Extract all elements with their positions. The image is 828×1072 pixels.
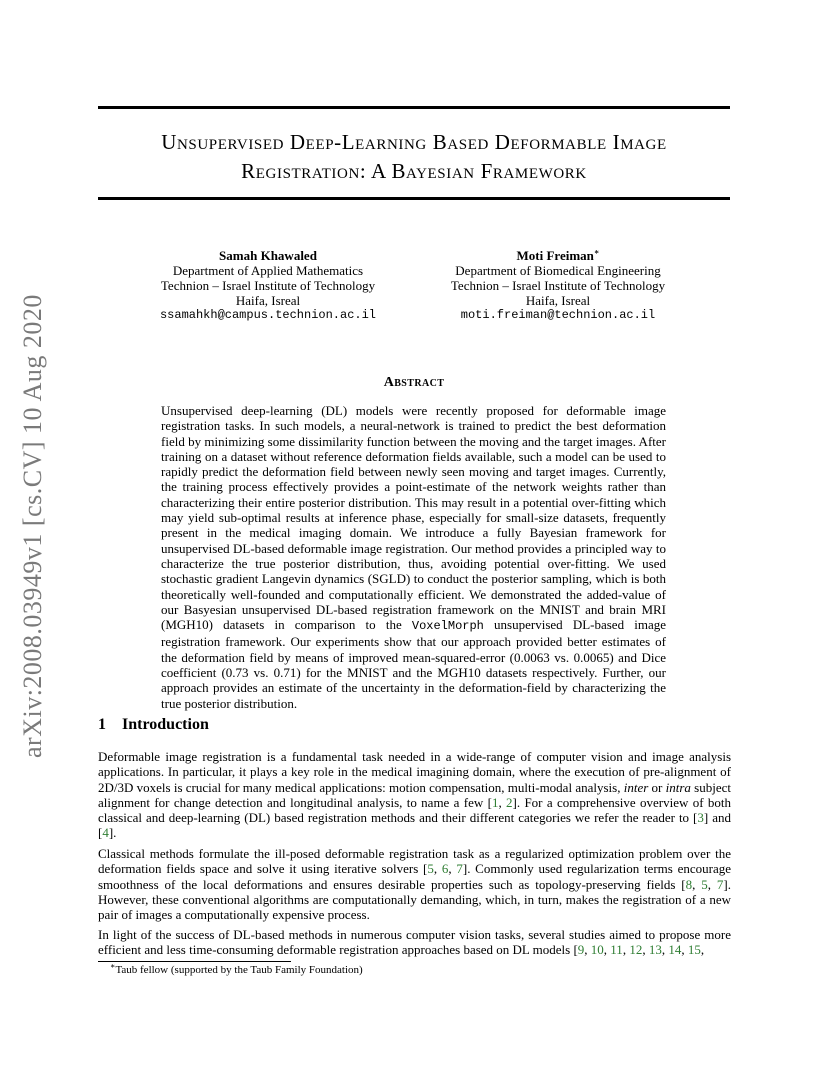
text-run: , [498,794,507,810]
title-line-1: Unsupervised Deep-Learning Based Deformable Image [161,130,667,154]
author-name-line [428,248,688,263]
author-department: Department of Applied Mathematics [172,263,364,278]
text-run: , [584,942,591,958]
author-name: Moti Freiman [516,248,594,263]
section-title: Introduction [122,716,209,733]
author-email[interactable]: ssamahkh@campus.technion.ac.il [159,308,377,322]
text-run: , [603,942,611,958]
abstract-part-1: Unsupervised deep-learning (DL) models were recently proposed for deformable image registration tasks. In such models, a neural-network is trained to predict the best deformation field by minimizing some dissimilarity function between the moving and the target images. After training on a dataset without reference deformation fields available, such a model can be used to rapidly predict the deformation field between newly seen moving and target images. Currently, the training process effectively provides a point-estimate of the network weights rather than characterizing their entire posterior distribution. This may result in a potential over-fitting which may yield sub-optimal results at inference phase, especially for small-size datasets, frequently present in the medical imaging domain. We introduce a fully Bayesian framework for unsupervised DL-based deformable image registration. Our method provides a principled way to characterize the true posterior distribution, thus, avoiding potential over-fitting. We used stochastic gradient Langevin dynamics (SGLD) to conduct the posterior sampling, which is both theoretically well-founded and computationally efficient. We demonstrated the added-value of our Basyesian unsupervised DL-based registration framework on the MNIST and brain MRI (MGH10) datasets in comparison to the [161,403,666,633]
footnote-text: Taub fellow (supported by the Taub Family Foundation) [115,964,363,976]
title-bottom-rule [98,197,730,200]
text-run: ]. For a comprehensive overview of both classical and deep-learning (DL) based registration methods and their different categories we refer the reader to [ [98,794,731,826]
author-location: Haifa, Isreal [235,293,301,308]
author-name: Samah Khawaled [219,248,317,263]
abstract-heading: Abstract [383,375,445,390]
title-line-2: Registration: A Bayesian Framework [241,159,587,183]
citation-link[interactable]: 2 [506,794,513,810]
text-run: ]. However, these conventional algorithms are computationally demanding, which, in turn, makes the registration of a new pair of images a computationally expensive process. [98,876,732,923]
text-run: , [700,942,705,958]
citation-link[interactable]: 5 [701,876,708,892]
author-institution: Technion – Israel Institute of Technology [160,278,376,293]
citation-link[interactable]: 4 [102,825,109,841]
author-email[interactable]: moti.freiman@technion.ac.il [460,308,656,322]
citation-link[interactable]: 5 [427,861,434,877]
footnote-mark: ∗ [110,961,116,971]
text-run: , [642,942,649,958]
text-run: subject alignment for change detection and longitudinal analysis, to name a few [ [98,779,731,810]
emphasis-intra: intra [665,779,691,795]
citation-link[interactable]: 1 [491,794,499,810]
text-run: ] and [ [98,810,731,841]
citation-link[interactable]: 7 [716,876,724,892]
intro-paragraph-1 [98,749,731,841]
text-run: , [622,942,630,958]
abstract-part-2: unsupervised DL-based image registration framework. Our experiments show that our approach provided better estimates of the deformation field by means of improved mean-squared-error (0.0063 vs. 0.0065) and Dice coefficient (0.73 vs. 0.71) for the MNIST and the MGH10 datasets respectively. Further, our approach provides an estimate of the uncertainty in the deformation-field by characterizing the true posterior distribution. [161,617,666,711]
author-footnote-mark: ∗ [593,247,600,257]
citation-link[interactable]: 8 [685,876,693,892]
citation-link[interactable]: 14 [668,942,682,958]
emphasis-inter: inter [623,779,649,795]
citation-link[interactable]: 6 [441,861,449,877]
voxelmorph-code: VoxelMorph [411,619,484,634]
section-number: 1 [98,716,106,733]
text-run: ]. Commonly used regularization terms encourage smoothness of the local deformations and ensures desirable properties such as topology-preserving fields [ [98,861,731,892]
author-block-2 [428,248,688,323]
paper-title [98,128,730,186]
text-run: ]. [108,825,117,841]
title-top-rule [98,106,730,109]
citation-link[interactable]: 12 [629,942,643,958]
citation-link[interactable]: 9 [577,942,585,958]
citation-link[interactable]: 13 [648,942,662,958]
citation-link[interactable]: 11 [610,942,623,958]
intro-paragraph-2 [98,846,731,922]
author-location: Haifa, Isreal [525,293,591,308]
footnote-rule [98,961,291,962]
footnote [110,961,363,977]
citation-link[interactable]: 3 [697,810,704,826]
text-run: or [648,779,666,795]
intro-paragraph-3 [98,927,731,958]
text-run: , [433,861,442,877]
author-block-1 [138,248,398,323]
text-run: , [692,876,702,892]
citation-link[interactable]: 7 [456,861,463,877]
text-run: , [448,861,457,877]
text-run: Deformable image registration is a fundamental task needed in a wide-range of computer vision and image analysis applications. In particular, it plays a key role in the medical imagining domain, where the execution of pre-alignment of 2D/3D voxels is crucial for many medical applications: motion compensation, multi-modal analysis, [98,749,731,795]
author-institution: Technion – Israel Institute of Technology [450,278,666,293]
author-department: Department of Biomedical Engineering [455,263,661,278]
text-run: In light of the success of DL-based methods in numerous computer vision tasks, several studies aimed to propose more efficient and less time-consuming deformable registration approaches based on DL models [ [98,927,731,958]
text-run: , [707,876,717,892]
text-run: Classical methods formulate the ill-posed deformable registration task as a regularized optimization problem over the deformation fields space and solve it using iterative solvers [ [98,846,731,877]
arxiv-side-identifier: arXiv:2008.03949v1 [cs.CV] 10 Aug 2020 [18,294,47,758]
abstract-text [161,403,666,711]
citation-link[interactable]: 10 [590,942,604,958]
citation-link[interactable]: 15 [687,942,701,958]
text-run: , [681,942,688,958]
text-run: , [661,942,669,958]
section-heading [98,716,209,734]
